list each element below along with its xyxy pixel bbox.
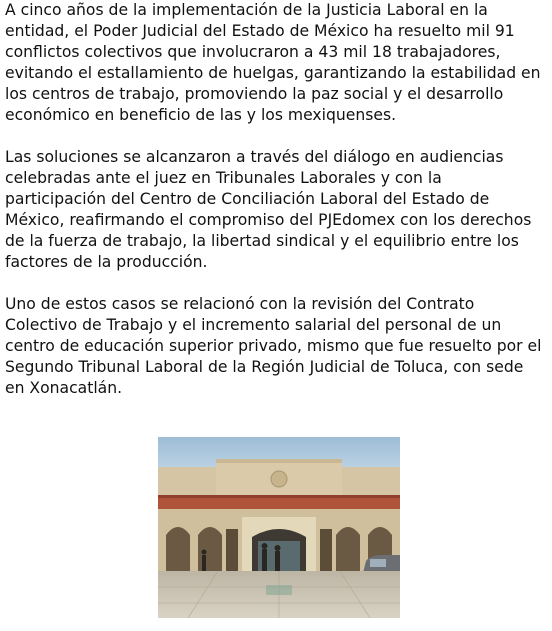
article-body <box>5 0 543 420</box>
article-paragraph-2: Las soluciones se alcanzaron a través del diálogo en audiencias celebradas ante el juez en Tribunales Laborales y con la participación del Centro de Conciliación Laboral del Estado de México, reafirmando el compromiso del PJEdomex con los derechos de la fuerza de trabajo, la libertad sindical y el equilibrio entre los factores de la producción. <box>5 148 532 271</box>
courthouse-photo <box>158 437 400 618</box>
article-paragraph-3: Uno de estos casos se relacionó con la revisión del Contrato Colectivo de Trabajo y el incremento salarial del personal de un centro de educación superior privado, mismo que fue resuelto por el Segundo Tribunal Laboral de la Región Judicial de Toluca, con sede en Xonacatlán. <box>5 295 542 397</box>
roof-tiles <box>158 497 400 509</box>
emblem-icon <box>271 471 287 487</box>
courthouse-illustration <box>158 437 400 618</box>
article-paragraph-1: A cinco años de la implementación de la Justicia Laboral en la entidad, el Poder Judicial del Estado de México ha resuelto mil 91 conflictos colectivos que involucraron a 43 mil 18 trabajadores, evitando el estallamiento de huelgas, garantizando la estabilidad en los centros de trabajo, promoviendo la paz social y el desarrollo económico en beneficio de las y los mexiquenses. <box>5 1 541 124</box>
